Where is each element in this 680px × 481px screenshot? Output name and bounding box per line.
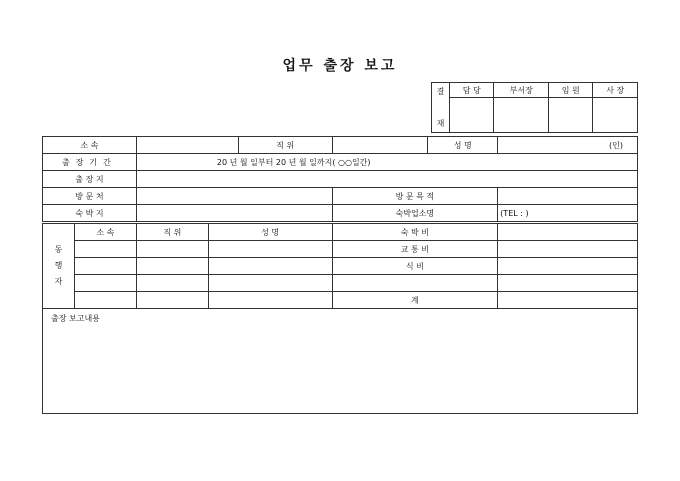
expense-total-label: 계 (332, 292, 498, 309)
expense-meal-label: 식 비 (332, 258, 498, 275)
position-label: 직 위 (238, 137, 332, 154)
approval-sign-manager[interactable] (494, 98, 549, 133)
companion-position-cell[interactable] (136, 275, 208, 292)
purpose-label: 방 문 목 적 (332, 188, 498, 205)
companion-name-cell[interactable] (208, 241, 332, 258)
period-value[interactable]: 20 년 월 일부터 20 년 월 일까지( ○○일간) (136, 154, 637, 171)
approval-label-bottom: 재 (436, 118, 445, 128)
visit-label: 방 문 처 (43, 188, 137, 205)
expense-blank-value[interactable] (498, 275, 638, 292)
companion-position-cell[interactable] (136, 292, 208, 309)
place-label: 출 장 지 (43, 171, 137, 188)
approval-sign-president[interactable] (593, 98, 638, 133)
approval-header-president: 사 장 (593, 83, 638, 98)
lodging-value[interactable] (136, 205, 332, 223)
companion-affiliation-cell[interactable] (74, 292, 136, 309)
lodging-label: 숙 박 지 (43, 205, 137, 223)
companion-position-cell[interactable] (136, 241, 208, 258)
approval-sign-executive[interactable] (549, 98, 593, 133)
purpose-value[interactable] (498, 188, 638, 205)
companion-col-name: 성 명 (208, 223, 332, 241)
expense-lodging-label: 숙 박 비 (332, 223, 498, 241)
place-value[interactable] (136, 171, 637, 188)
companion-col-position: 직 위 (136, 223, 208, 241)
affiliation-label: 소 속 (43, 137, 137, 154)
companion-name-cell[interactable] (208, 258, 332, 275)
companion-affiliation-cell[interactable] (74, 258, 136, 275)
trip-report-form (42, 136, 638, 414)
companion-name-cell[interactable] (208, 292, 332, 309)
expense-total-value[interactable] (498, 292, 638, 309)
expense-meal-value[interactable] (498, 258, 638, 275)
expense-blank-label (332, 275, 498, 292)
approval-label-top: 결 (436, 86, 445, 96)
companion-name-cell[interactable] (208, 275, 332, 292)
visit-value[interactable] (136, 188, 332, 205)
companion-affiliation-cell[interactable] (74, 275, 136, 292)
report-content-area[interactable] (43, 309, 638, 414)
expense-lodging-value[interactable] (498, 223, 638, 241)
companion-col-affiliation: 소 속 (74, 223, 136, 241)
approval-header-manager: 부서장 (494, 83, 549, 98)
approval-header-staff: 담 당 (450, 83, 494, 98)
approval-table (431, 82, 638, 133)
period-label: 출장기간 (43, 154, 137, 171)
name-label: 성 명 (428, 137, 498, 154)
position-value[interactable] (332, 137, 428, 154)
companions-char-2: 행 (54, 261, 63, 270)
companions-char-1: 동 (54, 245, 63, 254)
companions-side-label (43, 223, 75, 309)
companion-position-cell[interactable] (136, 258, 208, 275)
expense-transport-value[interactable] (498, 241, 638, 258)
approval-header-executive: 임 원 (549, 83, 593, 98)
page-title: 업무 출장 보고 (282, 58, 398, 74)
companions-char-3: 자 (54, 277, 63, 286)
affiliation-value[interactable] (136, 137, 238, 154)
seal-mark[interactable]: (인) (498, 137, 638, 154)
tel-field[interactable]: (TEL : ) (498, 205, 638, 223)
report-content-label: 출장 보고내용 (51, 314, 100, 323)
expense-transport-label: 교 통 비 (332, 241, 498, 258)
approval-row-label (432, 83, 450, 133)
lodging-name-label: 숙박업소명 (332, 205, 498, 223)
companion-affiliation-cell[interactable] (74, 241, 136, 258)
approval-sign-staff[interactable] (450, 98, 494, 133)
